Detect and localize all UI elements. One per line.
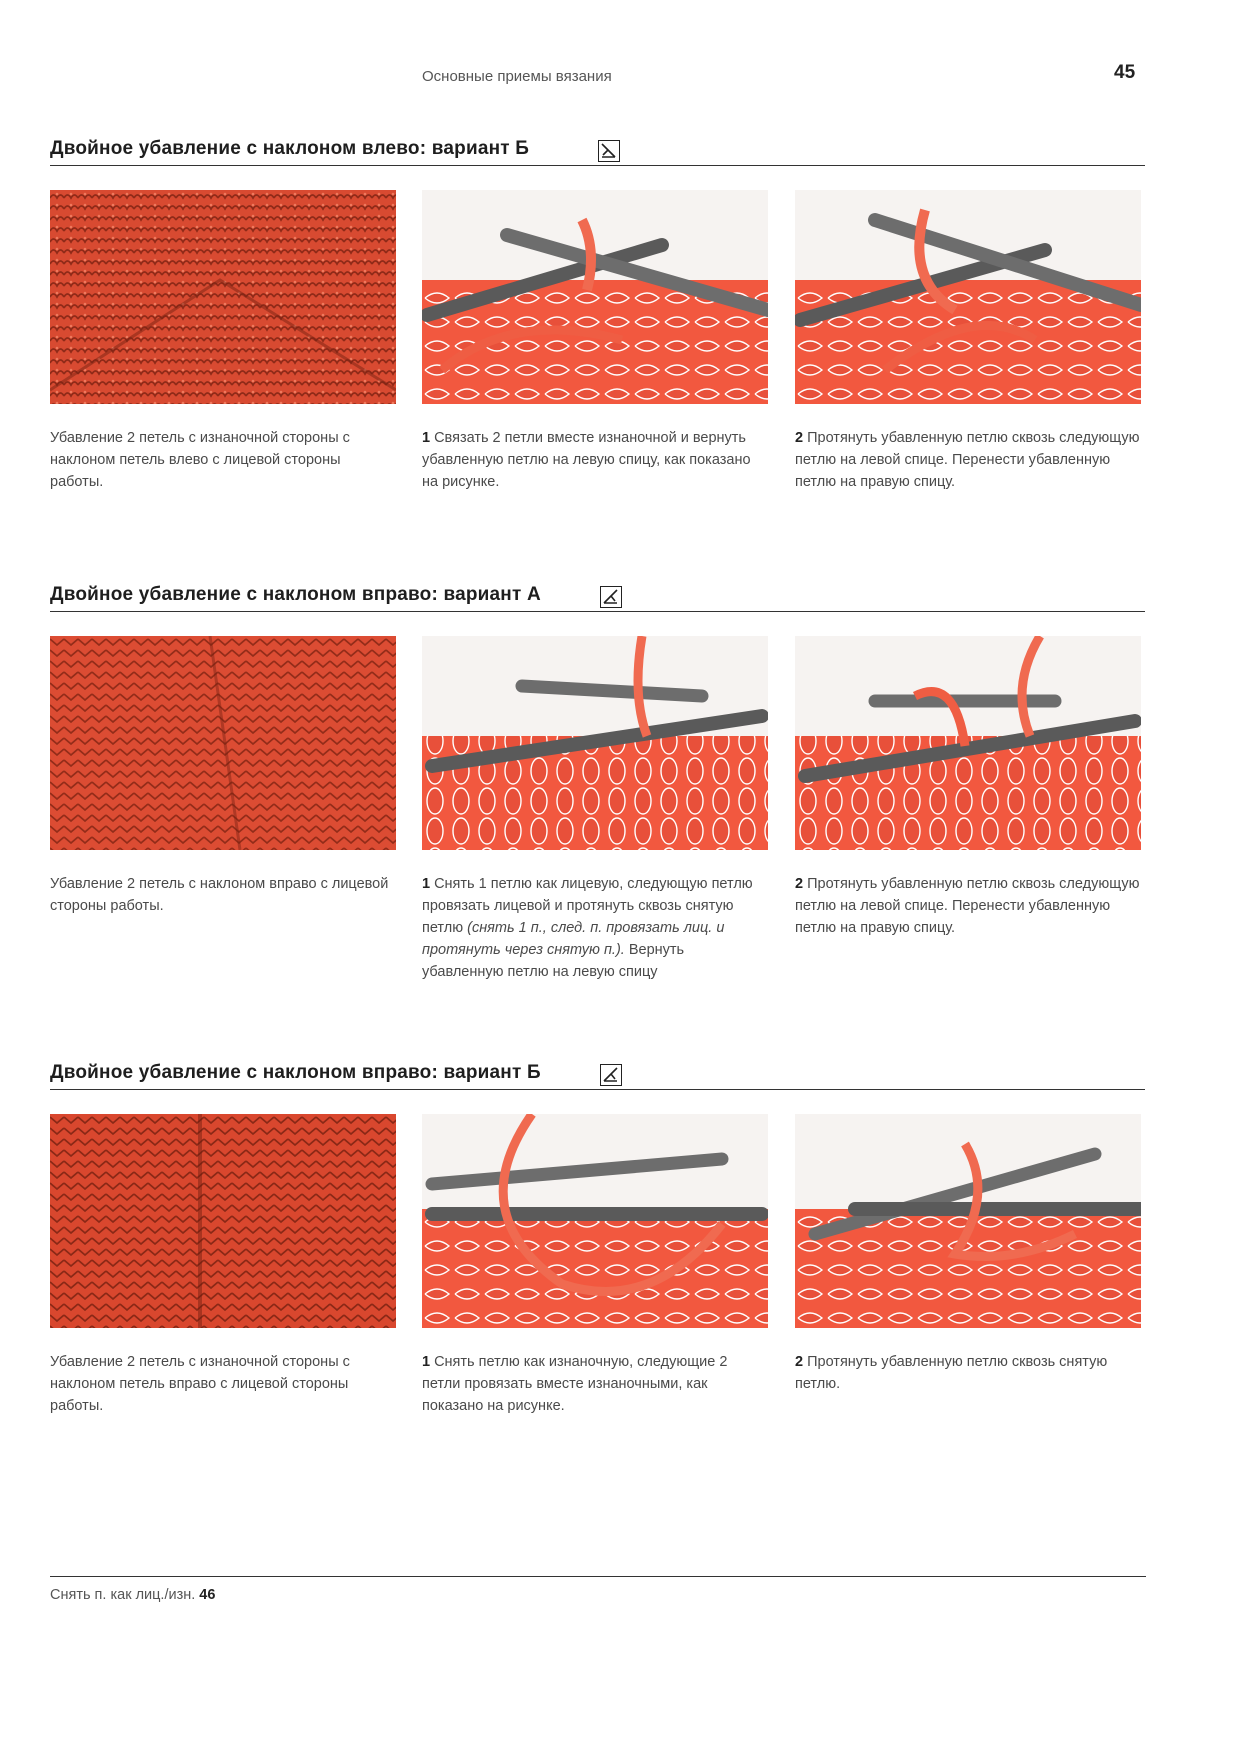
step2-illustration bbox=[795, 1114, 1141, 1328]
section-title: Двойное убавление с наклоном вправо: вариант Б bbox=[50, 1062, 541, 1083]
caption-row bbox=[50, 427, 1145, 537]
knit-sample-photo bbox=[50, 636, 396, 850]
step1-illustration bbox=[422, 190, 768, 404]
section-left-decrease-b bbox=[50, 132, 1145, 537]
step-number: 1 bbox=[422, 876, 431, 892]
step2-illustration bbox=[795, 190, 1141, 404]
caption-row bbox=[50, 873, 1145, 983]
footer-page-ref[interactable]: 46 bbox=[199, 1587, 216, 1603]
decrease-right-symbol-icon bbox=[600, 1064, 622, 1086]
step-text: Снять петлю как изнаночную, следующие 2 петли провязать вместе изнаночными, как показано на рисунке. bbox=[422, 1354, 728, 1414]
step1-caption bbox=[422, 1351, 768, 1417]
photo-caption: Убавление 2 петель с изнаночной стороны с наклоном петель влево с лицевой стороны работы. bbox=[50, 430, 350, 490]
page-header bbox=[0, 62, 1240, 92]
page-footer bbox=[50, 1576, 1146, 1603]
step-number: 2 bbox=[795, 876, 804, 892]
section-heading bbox=[50, 1056, 1145, 1090]
step1-caption bbox=[422, 427, 768, 493]
section-title: Двойное убавление с наклоном вправо: вариант А bbox=[50, 584, 541, 605]
step-number: 2 bbox=[795, 1354, 804, 1370]
step1-illustration bbox=[422, 1114, 768, 1328]
step-text: Протянуть убавленную петлю сквозь следующую петлю на левой спице. Перенести убавленную петлю на правую спицу. bbox=[795, 876, 1140, 936]
step-number: 1 bbox=[422, 430, 431, 446]
running-title: Основные приемы вязания bbox=[422, 68, 612, 85]
step-number: 1 bbox=[422, 1354, 431, 1370]
image-row bbox=[50, 190, 1145, 405]
step1-illustration bbox=[422, 636, 768, 850]
decrease-right-symbol-icon bbox=[600, 586, 622, 608]
step2-illustration bbox=[795, 636, 1141, 850]
step1-caption bbox=[422, 873, 768, 983]
section-right-decrease-a bbox=[50, 578, 1145, 983]
footer-rule bbox=[50, 1576, 1146, 1577]
step-abbreviation: (снять 1 п., след. п. провязать лиц. и протянуть через снятую п.). bbox=[422, 920, 725, 958]
section-rule bbox=[50, 1089, 1145, 1090]
step2-caption bbox=[795, 873, 1141, 939]
step-text: Связать 2 петли вместе изнаночной и вернуть убавленную петлю на левую спицу, как показано на рисунке. bbox=[422, 430, 751, 490]
step-text: Протянуть убавленную петлю сквозь снятую петлю. bbox=[795, 1354, 1108, 1392]
section-heading bbox=[50, 132, 1145, 166]
step-text: Протянуть убавленную петлю сквозь следующую петлю на левой спице. Перенести убавленную петлю на правую спицу. bbox=[795, 430, 1140, 490]
image-row bbox=[50, 1114, 1145, 1329]
knit-sample-photo bbox=[50, 190, 396, 404]
section-rule bbox=[50, 611, 1145, 612]
knit-sample-photo bbox=[50, 1114, 396, 1328]
step-text: Снять 1 петлю как лицевую, следующую петлю провязать лицевой и протянуть сквозь снятую петлю bbox=[422, 876, 753, 936]
decrease-left-symbol-icon bbox=[598, 140, 620, 162]
section-rule bbox=[50, 165, 1145, 166]
image-row bbox=[50, 636, 1145, 851]
section-right-decrease-b bbox=[50, 1056, 1145, 1461]
step-number: 2 bbox=[795, 430, 804, 446]
photo-caption: Убавление 2 петель с наклоном вправо с лицевой стороны работы. bbox=[50, 876, 389, 914]
caption-row bbox=[50, 1351, 1145, 1461]
section-heading bbox=[50, 578, 1145, 612]
page-number: 45 bbox=[1114, 62, 1136, 83]
section-title: Двойное убавление с наклоном влево: вариант Б bbox=[50, 138, 530, 159]
step2-caption bbox=[795, 1351, 1141, 1395]
footer-crossref[interactable] bbox=[50, 1587, 1146, 1603]
photo-caption: Убавление 2 петель с изнаночной стороны с наклоном петель вправо с лицевой стороны работы. bbox=[50, 1354, 350, 1414]
step-text-after: Вернуть убавленную петлю на левую спицу bbox=[422, 942, 685, 980]
step2-caption bbox=[795, 427, 1141, 493]
footer-label: Снять п. как лиц./изн. bbox=[50, 1587, 196, 1603]
